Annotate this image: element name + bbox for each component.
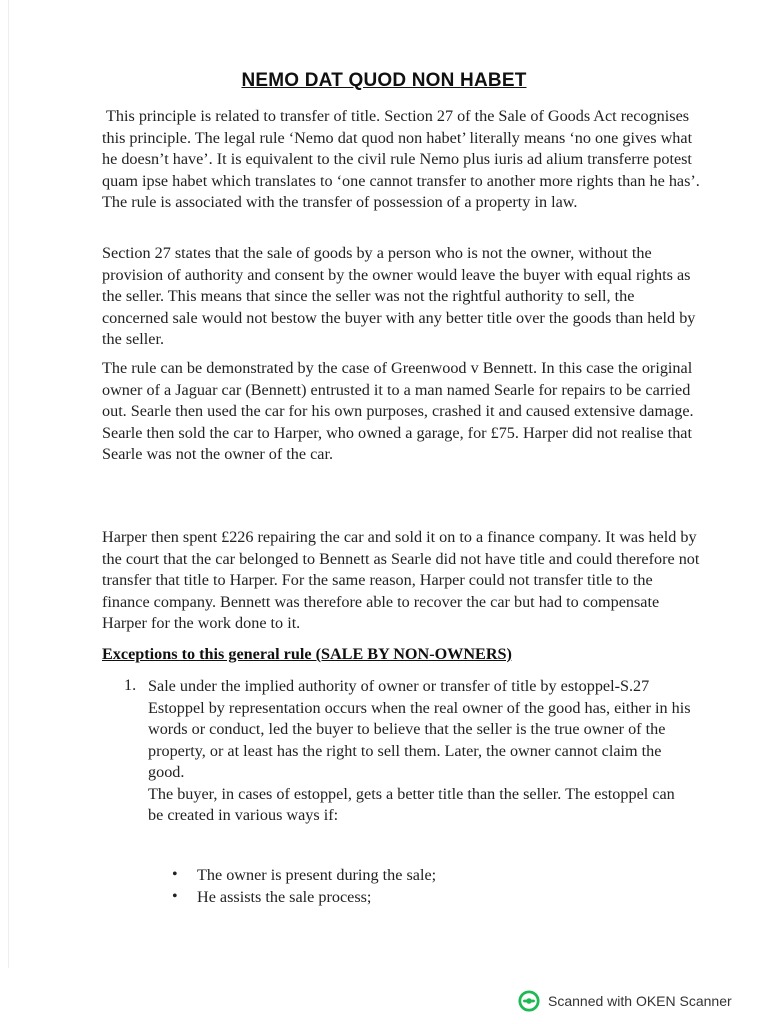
- oken-scanner-logo-icon: [518, 990, 540, 1012]
- list-item: [148, 676, 693, 827]
- bullet-item-2: He assists the sale process;: [197, 888, 372, 906]
- bullet-item-1: The owner is present during the sale;: [197, 866, 437, 884]
- bullet-icon: •: [172, 866, 178, 883]
- scanner-label: Scanned with OKEN Scanner: [548, 993, 732, 1009]
- document-title: NEMO DAT QUOD NON HABET: [241, 70, 527, 91]
- exceptions-heading: Exceptions to this general rule (SALE BY NON-OWNERS): [102, 645, 512, 663]
- paragraph-greenwood-case: The rule can be demonstrated by the case of Greenwood v Bennett. In this case the original owner of a Jaguar car (Bennett) entrusted it to a man named Searle for repairs to be carried out. Searle then used the car for his own purposes, crashed it and caused extensive damage. Searle then sold the car to Harper, who owned a garage, for £75. Harper did not realise that Searle was not the owner of the car.: [102, 359, 694, 463]
- list-item-text-buyer: The buyer, in cases of estoppel, gets a better title than the seller. The estoppel can be created in various ways if:: [148, 784, 675, 824]
- list-item-text-estoppel: Estoppel by representation occurs when the real owner of the good has, either in his words or conduct, led the buyer to believe that the seller is the true owner of the property, or at least has the right to sell them. Later, the owner cannot claim the good.: [148, 698, 691, 781]
- scanner-watermark: [518, 990, 732, 1012]
- paragraph-intro: This principle is related to transfer of title. Section 27 of the Sale of Goods Act recognises this principle. The legal rule ‘Nemo dat quod non habet’ literally means ‘no one gives what he doesn’t have’. It is equivalent to the civil rule Nemo plus iuris ad alium transferre potest quam ipse habet which translates to ‘one cannot transfer to another more rights than he has’. The rule is associated with the transfer of possession of a property in law.: [102, 107, 700, 211]
- paragraph-section-27: Section 27 states that the sale of goods by a person who is not the owner, without the provision of authority and consent by the owner would leave the buyer with equal rights as the seller. This means that since the seller was not the rightful authority to sell, the concerned sale would not bestow the buyer with any better title over the goods than held by the seller.: [102, 244, 696, 348]
- bullet-icon: •: [172, 888, 178, 905]
- list-item-title: Sale under the implied authority of owner or transfer of title by estoppel-S.27: [148, 677, 650, 695]
- paragraph-harper: Harper then spent £226 repairing the car and sold it on to a finance company. It was held by the court that the car belonged to Bennett as Searle did not have title and could therefore not transfer that title to Harper. For the same reason, Harper could not transfer title to the finance company. Bennett was therefore able to recover the car but had to compensate Harper for the work done to it.: [102, 528, 700, 632]
- list-item-number: 1.: [124, 676, 137, 694]
